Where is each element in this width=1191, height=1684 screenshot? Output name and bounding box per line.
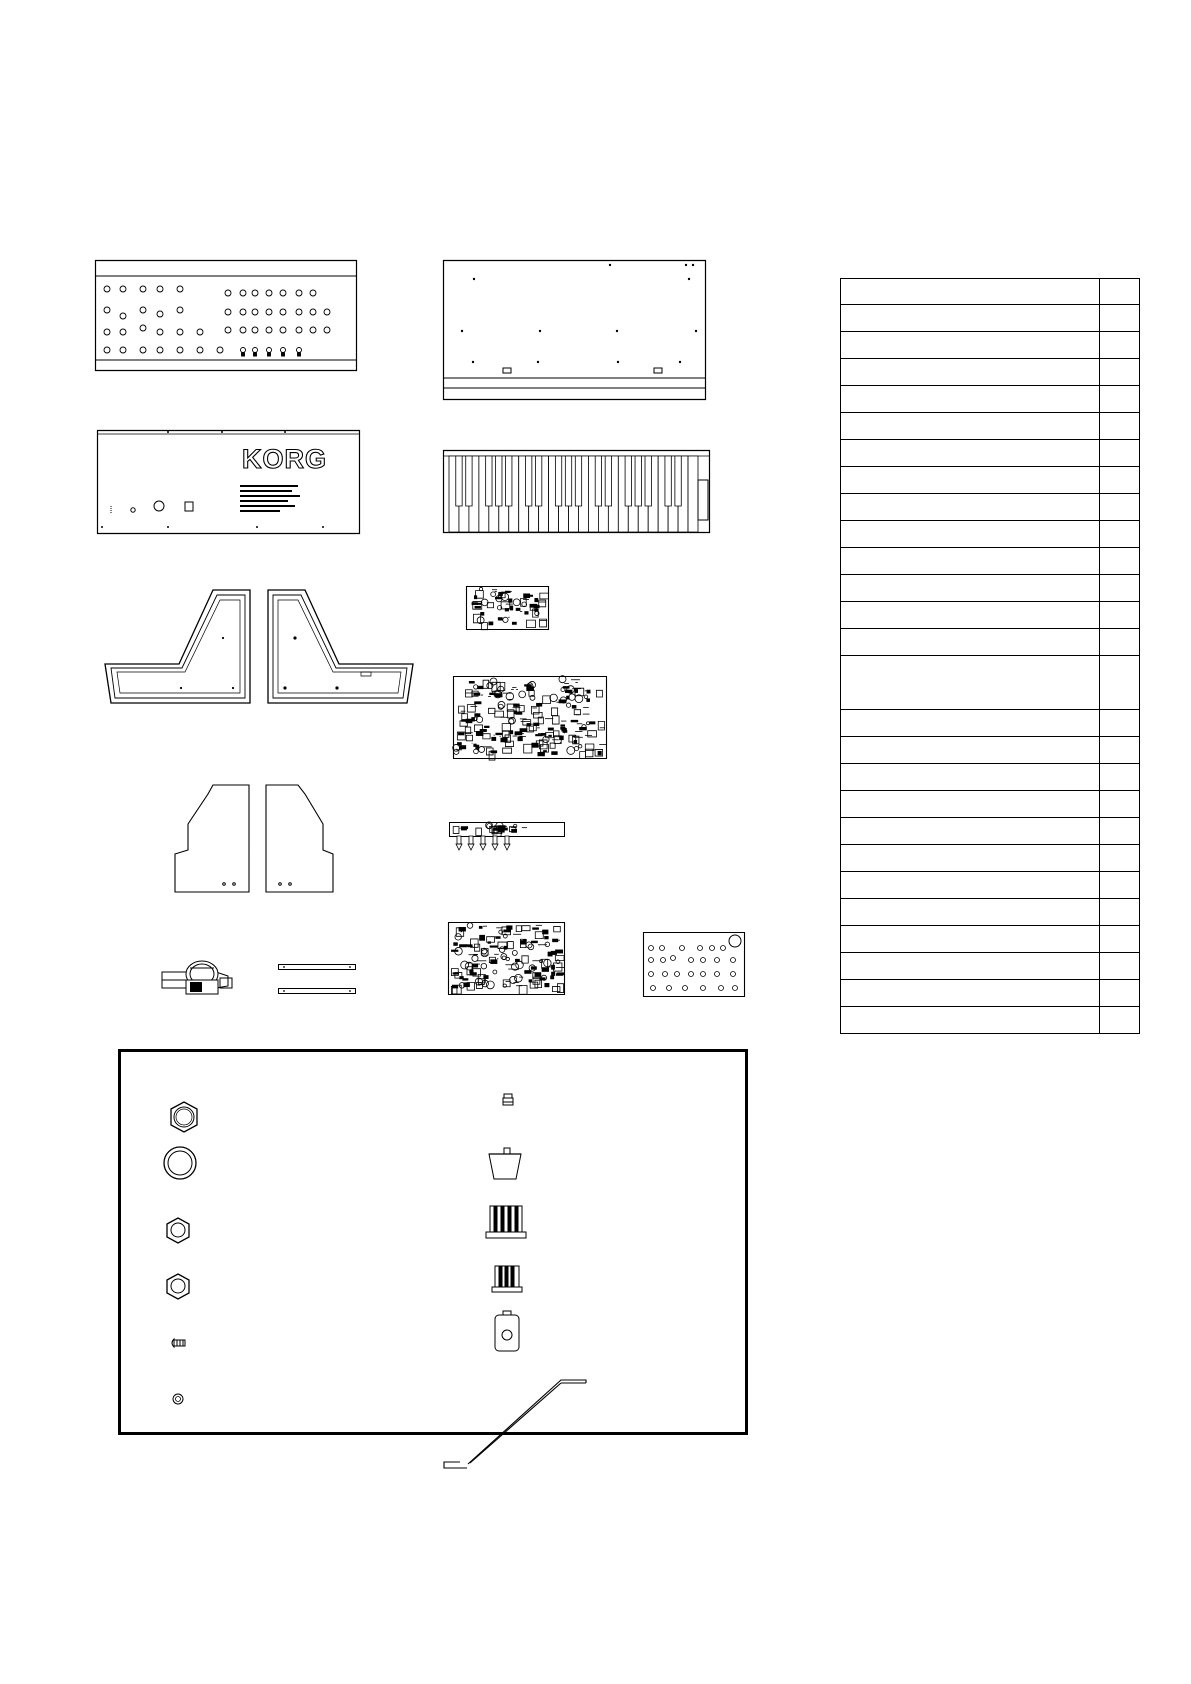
parts-table-row [841,332,1140,359]
parts-table-row [841,413,1140,440]
knob-medium-icon [492,1266,522,1292]
part-qty-cell [1100,899,1140,926]
part-name-cell [841,548,1100,575]
parts-table-row [841,521,1140,548]
parts-table-row [841,440,1140,467]
parts-table-row [841,279,1140,305]
part-name-cell [841,359,1100,386]
parts-table-row [841,359,1140,386]
part-name-cell [841,899,1100,926]
part-qty-cell [1100,845,1140,872]
parts-table-row [841,656,1140,710]
part-name-cell [841,332,1100,359]
knob-large-icon [486,1206,526,1238]
washer-large-icon [164,1147,196,1179]
part-name-cell [841,872,1100,899]
part-qty-cell [1100,279,1140,305]
parts-table-row [841,926,1140,953]
part-qty-cell [1100,629,1140,656]
parts-table-row [841,305,1140,332]
part-name-cell [841,440,1100,467]
parts-table-row [841,1007,1140,1034]
part-name-cell [841,845,1100,872]
parts-table-row [841,710,1140,737]
hardware-box [118,1049,748,1435]
modulation-wheel-drawing [158,958,238,998]
part-name-cell [841,737,1100,764]
parts-table-row [841,872,1140,899]
part-qty-cell [1100,818,1140,845]
spacer-ring-icon [173,1394,183,1404]
part-name-cell [841,980,1100,1007]
hex-nut-medium-icon [167,1218,189,1243]
part-name-cell [841,305,1100,332]
part-name-cell [841,629,1100,656]
parts-table-row [841,548,1140,575]
side-frame-right-drawing [265,588,415,706]
part-qty-cell [1100,953,1140,980]
part-qty-cell [1100,359,1140,386]
parts-table-row [841,953,1140,980]
part-name-cell [841,575,1100,602]
switch-cap-icon [495,1311,519,1351]
parts-table-row [841,764,1140,791]
part-qty-cell [1100,413,1140,440]
pcb-main-drawing [453,676,607,759]
part-name-cell [841,521,1100,548]
korg-logo: KORG [242,444,327,474]
part-qty-cell [1100,1007,1140,1034]
part-name-cell [841,467,1100,494]
part-name-cell [841,602,1100,629]
part-name-cell [841,953,1100,980]
part-qty-cell [1100,575,1140,602]
part-qty-cell [1100,467,1140,494]
part-qty-cell [1100,305,1140,332]
hex-nut-small-icon [167,1274,189,1299]
parts-table-row [841,386,1140,413]
pcb-small-drawing [466,586,549,630]
part-qty-cell [1100,791,1140,818]
wood-side-left-drawing [174,784,251,894]
part-name-cell [841,386,1100,413]
wire-rod-icon [444,1380,586,1468]
slim-bar-bottom-drawing [278,987,356,995]
side-frame-left-drawing [103,588,253,706]
parts-table-row [841,899,1140,926]
part-qty-cell [1100,548,1140,575]
screw-icon [172,1339,185,1347]
part-name-cell [841,494,1100,521]
parts-table-row [841,791,1140,818]
part-name-cell [841,710,1100,737]
slim-bar-top-drawing [278,963,356,971]
wood-side-right-drawing [265,784,335,894]
knob-cap-icon [489,1148,521,1179]
part-qty-cell [1100,764,1140,791]
part-name-cell [841,279,1100,305]
part-qty-cell [1100,980,1140,1007]
parts-table-row [841,629,1140,656]
part-name-cell [841,1007,1100,1034]
part-qty-cell [1100,602,1140,629]
parts-table-row [841,602,1140,629]
part-qty-cell [1100,710,1140,737]
part-qty-cell [1100,521,1140,548]
part-name-cell [841,926,1100,953]
pcb-control-drawing [448,922,565,995]
part-name-cell [841,413,1100,440]
pcb-panel-drawing [643,932,745,997]
parts-table-row [841,737,1140,764]
part-name-cell [841,818,1100,845]
parts-table-row [841,467,1140,494]
front-panel-drawing [95,260,357,371]
part-qty-cell [1100,926,1140,953]
rear-panel-drawing [97,430,360,534]
parts-table-row [841,575,1140,602]
cap-small-icon [503,1094,513,1105]
parts-table-row [841,980,1140,1007]
part-name-cell [841,656,1100,710]
parts-table-row [841,494,1140,521]
part-qty-cell [1100,494,1140,521]
part-qty-cell [1100,332,1140,359]
part-qty-cell [1100,872,1140,899]
part-name-cell [841,764,1100,791]
parts-table-row [841,818,1140,845]
part-qty-cell [1100,656,1140,710]
part-qty-cell [1100,386,1140,413]
jack-board-drawing [449,822,565,856]
part-qty-cell [1100,737,1140,764]
bottom-plate-drawing [443,260,706,400]
hex-nut-large-icon [171,1102,197,1132]
part-name-cell [841,791,1100,818]
keyboard-drawing [443,450,710,533]
parts-table-row [841,845,1140,872]
parts-list-table [840,278,1140,1034]
part-qty-cell [1100,440,1140,467]
